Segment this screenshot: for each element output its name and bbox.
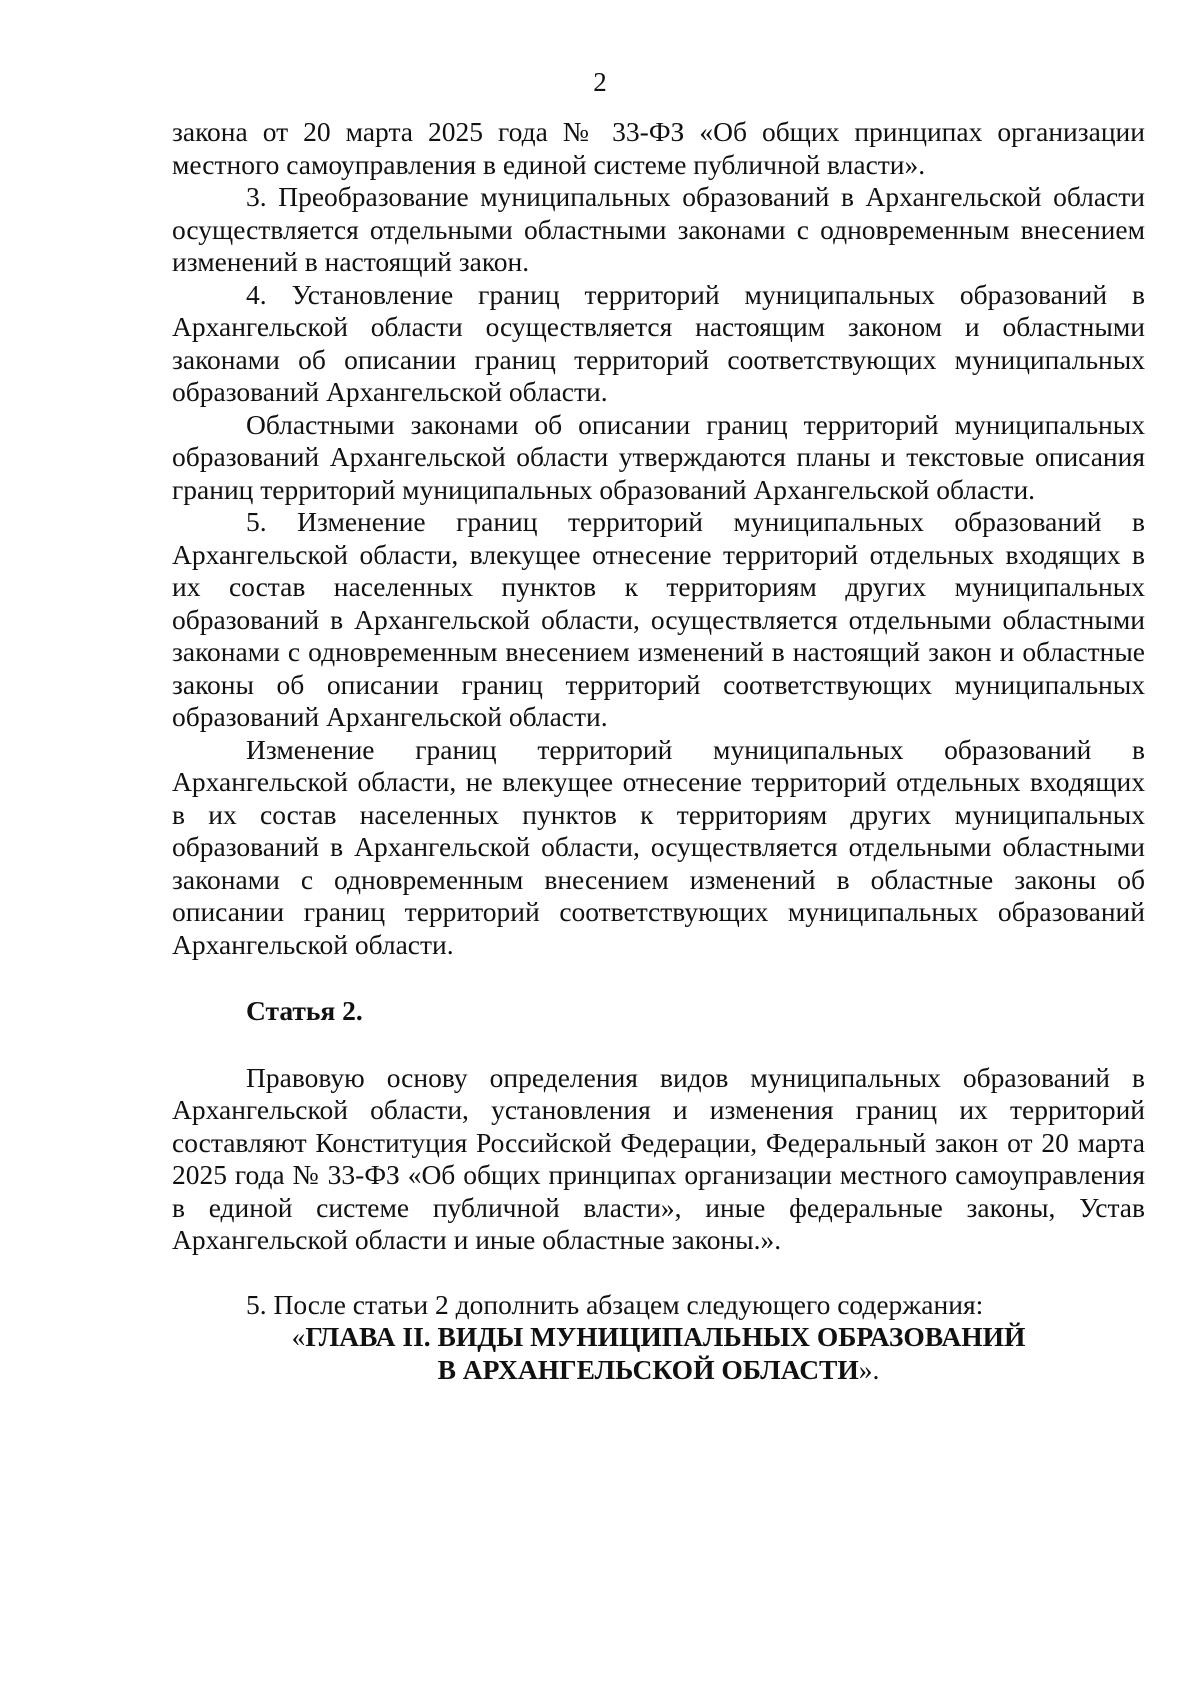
paragraph-boundary-plans: Областными законами об описании границ территорий муниципальных образований Архангельской области утверждаются планы и текстовые описания границ территорий муниципальных образований Архангельской области. [172,408,1145,505]
chapter-title-line-1: ГЛАВА II. ВИДЫ МУНИЦИПАЛЬНЫХ ОБРАЗОВАНИЙ [305,1321,1026,1352]
paragraph-law-reference: закона от 20 марта 2025 года № 33-ФЗ «Об общих принципах организации местного самоуправления в единой системе публичной власти». [172,116,1145,180]
chapter-open-quote: « [291,1321,306,1352]
paragraph-item-4: 4. Установление границ территорий муниципальных образований в Архангельской области осуществляется настоящим законом и областными законами об описании границ территорий соответствующих муниципальных образований Архангельской области. [172,278,1145,407]
article-2-heading: Статья 2. [246,995,363,1026]
paragraph-item-3: 3. Преобразование муниципальных образований в Архангельской области осуществляется отдельными областными законами с одновременным внесением изменений в настоящий закон. [172,181,1145,277]
paragraph-boundary-change: Изменение границ территорий муниципальных образований в Архангельской области, не влекущее отнесение территорий отдельных входящих в их состав населенных пунктов к территориям других муниципальных образований в Архангельской области, осуществляется отдельными областными законами с одновременным внесением изменений в областные законы об описании границ территорий соответствующих муниципальных образований Архангельской области. [172,733,1145,960]
document-body [172,116,1145,1386]
paragraph-legal-basis: Правовую основу определения видов муниципальных образований в Архангельской области, установления и изменения границ их территорий составляют Конституция Российской Федерации, Федеральный закон от 20 марта 2025 года № 33-ФЗ «Об общих принципах организации местного самоуправления в единой системе публичной власти», иные федеральные законы, Устав Архангельской области и иные областные законы.». [172,1061,1145,1255]
chapter-title-line-2: В АРХАНГЕЛЬСКОЙ ОБЛАСТИ [437,1353,859,1385]
chapter-2-title [172,1321,1145,1386]
paragraph-amendment-5: 5. После статьи 2 дополнить абзацем следующего содержания: [246,1288,984,1320]
chapter-close-quote: ». [858,1353,880,1385]
page-number: 2 [593,67,607,97]
paragraph-item-5: 5. Изменение границ территорий муниципальных образований в Архангельской области, влекущее отнесение территорий отдельных входящих в их состав населенных пунктов к территориям других муниципальных образований в Архангельской области, осуществляется отдельными областными законами с одновременным внесением изменений в настоящий закон и областные законы об описании границ территорий соответствующих муниципальных образований Архангельской области. [172,506,1145,732]
